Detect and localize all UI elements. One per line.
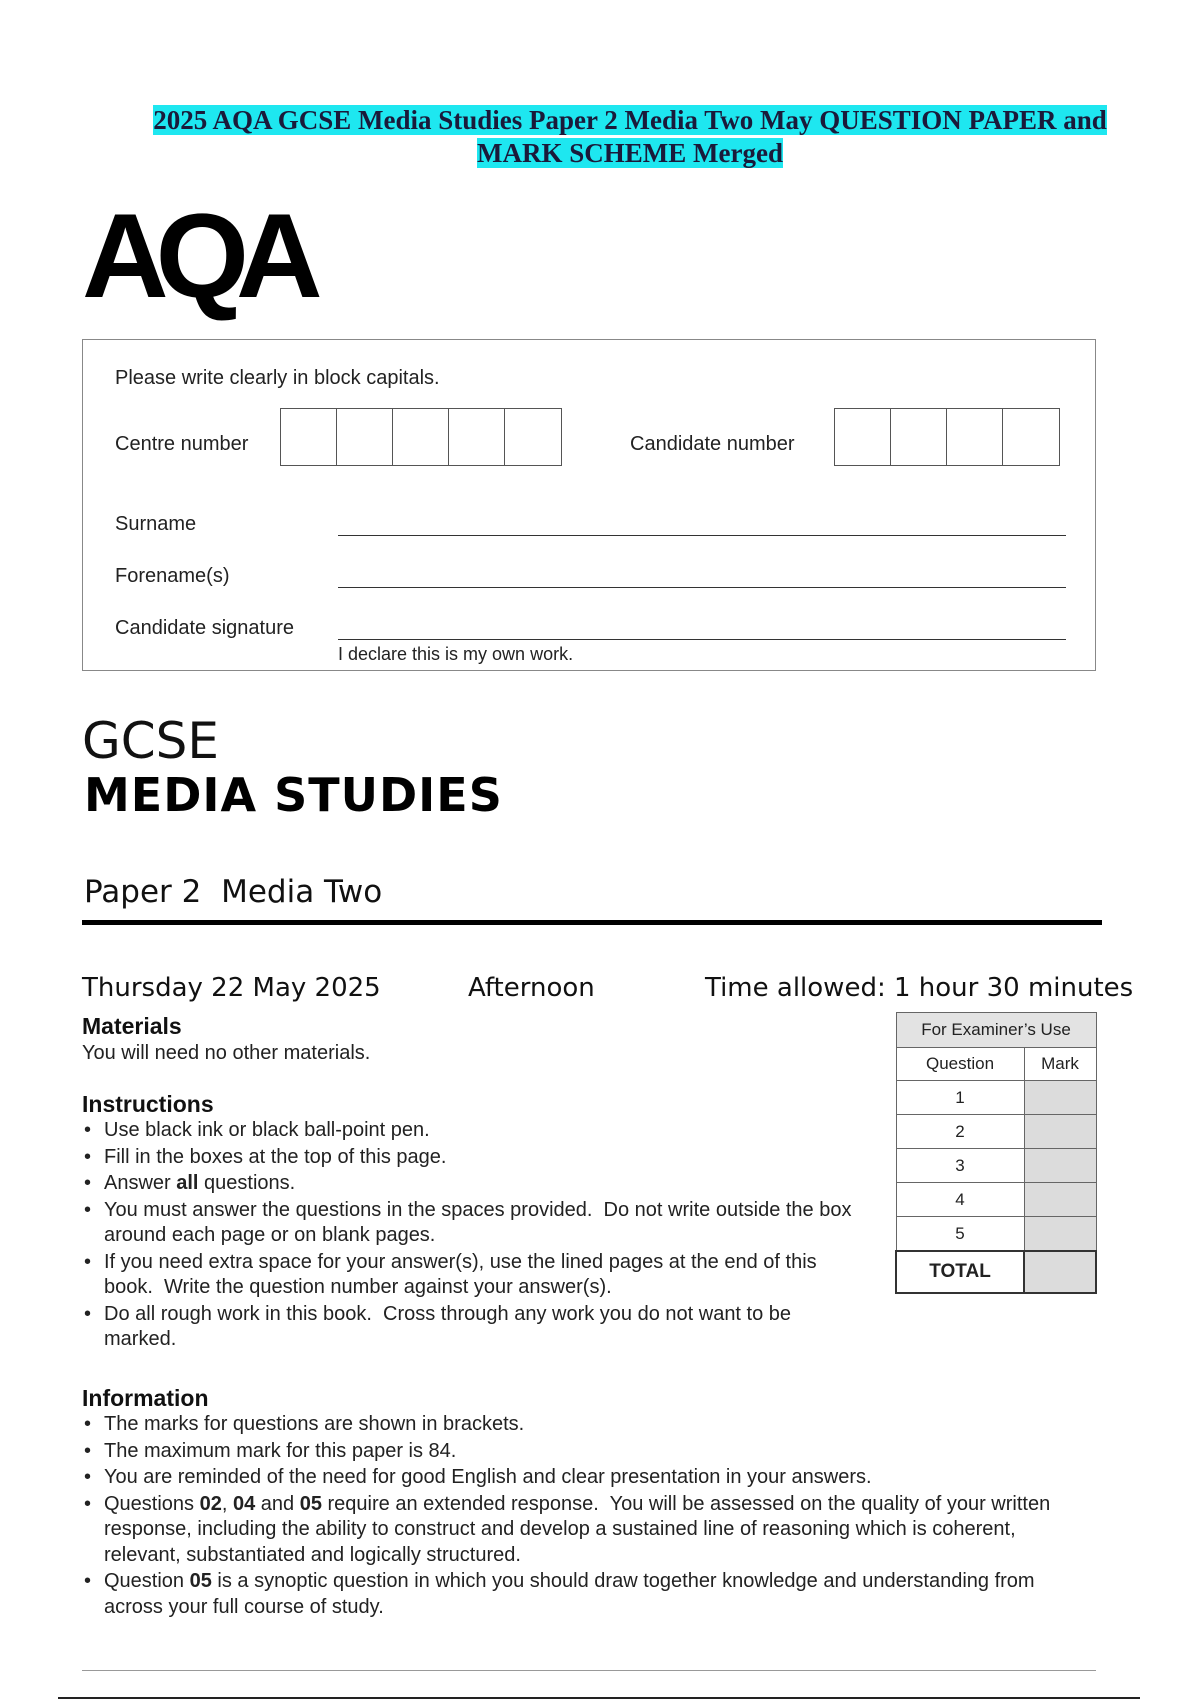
- instruction-item: • Answer all questions.: [82, 1171, 862, 1197]
- block-capitals-instruction: Please write clearly in block capitals.: [115, 367, 440, 389]
- total-label: TOTAL: [896, 1251, 1024, 1293]
- qualification-title: GCSE: [82, 712, 219, 770]
- aqa-logo: AQA: [82, 189, 310, 323]
- candidate-number-digit[interactable]: [1003, 409, 1059, 465]
- banner-line-1: 2025 AQA GCSE Media Studies Paper 2 Media Two May QUESTION PAPER and: [153, 105, 1107, 135]
- instruction-item: • If you need extra space for your answer(s), use the lined pages at the end of this book. Write the question number against your answer(s).: [82, 1250, 862, 1301]
- instruction-item: • Fill in the boxes at the top of this page.: [82, 1145, 862, 1171]
- exam-date: Thursday 22 May 2025: [82, 973, 381, 1003]
- page-bottom-divider: [58, 1697, 1140, 1699]
- candidate-number-digit[interactable]: [891, 409, 947, 465]
- mark-cell[interactable]: [1024, 1217, 1096, 1252]
- materials-heading: Materials: [82, 1013, 182, 1039]
- materials-text: You will need no other materials.: [82, 1042, 371, 1064]
- forename-field[interactable]: [338, 587, 1066, 588]
- heading-rule: [82, 920, 1102, 925]
- candidate-number-digit[interactable]: [835, 409, 891, 465]
- instructions-list: [82, 1118, 862, 1353]
- signature-field[interactable]: [338, 639, 1066, 640]
- subject-title: MEDIA STUDIES: [84, 768, 503, 822]
- centre-number-digit[interactable]: [281, 409, 337, 465]
- time-allowed: Time allowed: 1 hour 30 minutes: [705, 973, 1134, 1003]
- centre-number-digit[interactable]: [505, 409, 561, 465]
- candidate-details-box: [82, 339, 1096, 671]
- surname-field[interactable]: [338, 535, 1066, 536]
- footer-divider: [82, 1670, 1096, 1671]
- mark-cell[interactable]: [1024, 1081, 1096, 1115]
- information-section: [82, 1384, 1062, 1621]
- question-column-header: Question: [896, 1048, 1024, 1081]
- instructions-heading: Instructions: [82, 1091, 214, 1117]
- candidate-number-label: Candidate number: [630, 433, 795, 455]
- information-heading: Information: [82, 1385, 209, 1411]
- information-item: • You are reminded of the need for good English and clear presentation in your answers.: [82, 1465, 1062, 1491]
- examiners-use-title: For Examiner’s Use: [896, 1013, 1096, 1048]
- information-item: • The maximum mark for this paper is 84.: [82, 1439, 1062, 1465]
- centre-number-digit[interactable]: [393, 409, 449, 465]
- document-title-banner: [120, 104, 1140, 170]
- exam-session: Afternoon: [468, 973, 595, 1003]
- centre-number-digit[interactable]: [337, 409, 393, 465]
- mark-cell[interactable]: [1024, 1115, 1096, 1149]
- mark-column-header: Mark: [1024, 1048, 1096, 1081]
- information-item: • The marks for questions are shown in brackets.: [82, 1412, 1062, 1438]
- declaration-text: I declare this is my own work.: [338, 644, 574, 664]
- instruction-item: • Do all rough work in this book. Cross through any work you do not want to be marked.: [82, 1302, 862, 1353]
- signature-label: Candidate signature: [115, 617, 295, 639]
- question-number: 5: [896, 1217, 1024, 1252]
- information-item: • Questions 02, 04 and 05 require an extended response. You will be assessed on the quality of your written response, including the ability to construct and develop a sustained line of reasoning which is coherent, relevant, substantiated and logically structured.: [82, 1492, 1062, 1569]
- instructions-section: [82, 1090, 862, 1354]
- centre-number-label: Centre number: [115, 433, 249, 455]
- candidate-number-boxes: [834, 408, 1060, 466]
- centre-number-boxes: [280, 408, 562, 466]
- question-number: 1: [896, 1081, 1024, 1115]
- surname-label: Surname: [115, 513, 197, 535]
- candidate-number-digit[interactable]: [947, 409, 1003, 465]
- question-number: 4: [896, 1183, 1024, 1217]
- materials-section: [82, 1012, 370, 1066]
- instruction-item: • Use black ink or black ball-point pen.: [82, 1118, 862, 1144]
- forename-label: Forename(s): [115, 565, 230, 587]
- question-number: 2: [896, 1115, 1024, 1149]
- mark-cell[interactable]: [1024, 1149, 1096, 1183]
- instruction-item: • You must answer the questions in the spaces provided. Do not write outside the box around each page or on blank pages.: [82, 1198, 862, 1249]
- information-item: • Question 05 is a synoptic question in which you should draw together knowledge and understanding from across your full course of study.: [82, 1569, 1062, 1620]
- information-list: [82, 1412, 1062, 1620]
- question-number: 3: [896, 1149, 1024, 1183]
- examiners-use-table: [895, 1012, 1097, 1294]
- total-mark-cell[interactable]: [1024, 1251, 1096, 1293]
- paper-title: Paper 2 Media Two: [84, 874, 383, 910]
- banner-line-2: MARK SCHEME Merged: [477, 138, 783, 168]
- centre-number-digit[interactable]: [449, 409, 505, 465]
- mark-cell[interactable]: [1024, 1183, 1096, 1217]
